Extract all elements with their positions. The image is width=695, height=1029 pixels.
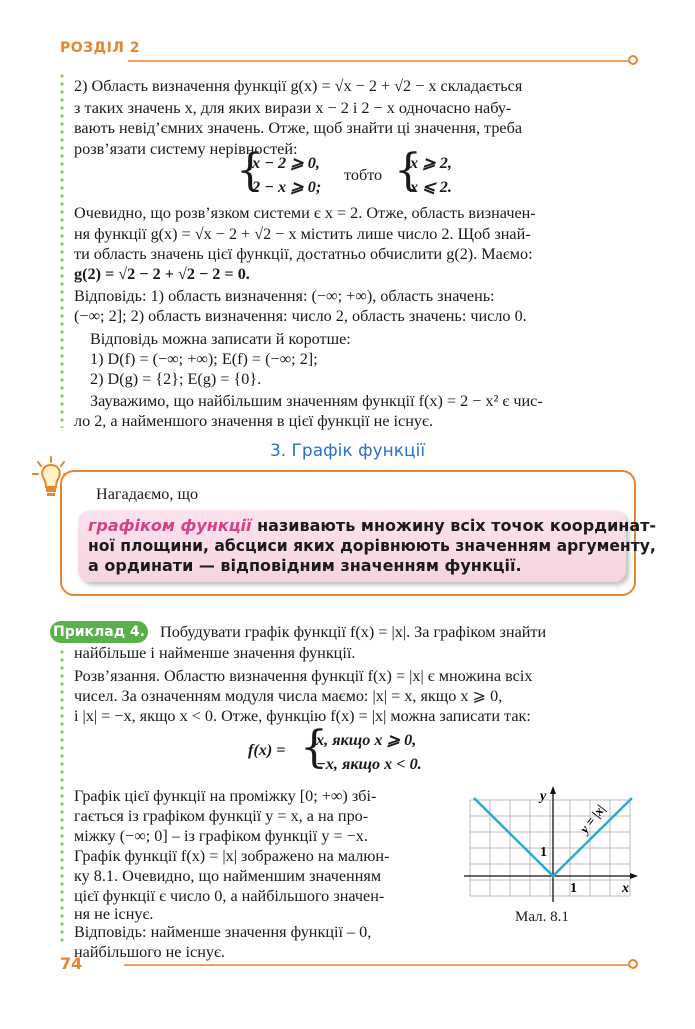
- figure-caption: Мал. 8.1: [515, 909, 569, 925]
- x-axis-label: x: [622, 881, 629, 896]
- section-title: 3. Графік функції: [269, 441, 426, 461]
- absolute-value-graph: [460, 784, 640, 904]
- graph-text-line: цієї функції є число 0, а найбільшого значен-: [74, 887, 385, 905]
- text-line: розв’язати систему нерівностей:: [74, 140, 298, 158]
- footer-rule-end-icon: [628, 959, 638, 969]
- system-right-bottom: x ⩽ 2.: [410, 178, 452, 196]
- text-line: 2) Область визначення функції g(x) = √x − 2 + √2 − x складається: [74, 77, 523, 95]
- text-line: ня функції g(x) = √x − 2 + √2 − x містить лише число 2. Щоб знай-: [74, 225, 531, 243]
- piecewise-top: x, якщо x ⩾ 0,: [316, 731, 417, 749]
- brace-icon: {: [300, 722, 328, 773]
- task-line: найбільше і найменше значення функції.: [74, 644, 356, 662]
- system-left-bottom: 2 − x ⩾ 0;: [252, 178, 322, 196]
- footer-rule: [124, 964, 632, 966]
- page-number: 74: [60, 954, 83, 973]
- text-line: g(2) = √2 − 2 + √2 − 2 = 0.: [74, 265, 250, 283]
- solution-line: чисел. За означенням модуля числа маємо: |x| = x, якщо x ⩾ 0,: [74, 687, 503, 705]
- text-line: Очевидно, що розв’язком системи є x = 2. Отже, область визначен-: [74, 204, 536, 222]
- text-line: Відповідь можна записати й коротше:: [90, 330, 351, 348]
- brace-icon: {: [394, 145, 422, 196]
- definition-line: називають множину всіх точок координат-: [257, 516, 657, 535]
- answer-line: Відповідь: найменше значення функції – 0,: [74, 923, 372, 941]
- solution-line: і |x| = −x, якщо x < 0. Отже, функцію f(x) = |x| можна записати так:: [74, 707, 531, 725]
- inequality-system: [236, 145, 636, 200]
- text-line: вають невід’ємних значень. Отже, щоб знайти ці значення, треба: [74, 119, 523, 137]
- reminder-intro: Нагадаємо, що: [96, 485, 199, 503]
- task-line: Побудувати графік функції f(x) = |x|. За графіком знайти: [160, 623, 547, 641]
- system-left-top: x − 2 ⩾ 0,: [252, 154, 320, 172]
- margin-dots: [60, 648, 64, 944]
- definition-term: графіком функції: [88, 516, 252, 535]
- y-tick-label: 1: [540, 845, 547, 860]
- graph-text-line: міжку (−∞; 0] – із графіком функції y = −x.: [74, 827, 368, 845]
- x-tick-label: 1: [570, 881, 577, 896]
- header-rule-end-icon: [628, 55, 638, 65]
- graph-text-line: гається із графіком функції y = x, а на про-: [74, 807, 369, 825]
- piecewise-definition: [248, 722, 508, 777]
- y-axis-label: y: [540, 789, 547, 804]
- graph-text-line: ня не існує.: [74, 905, 154, 923]
- text-line: 1) D(f) = (−∞; +∞); E(f) = (−∞; 2];: [90, 350, 318, 368]
- graph-text-line: Графік цієї функції на проміжку [0; +∞) збі-: [74, 787, 377, 805]
- brace-icon: {: [236, 145, 264, 196]
- definition-line: ної площини, абсциси яких дорівнюють значенням аргументу,: [88, 537, 656, 555]
- system-right-top: x ⩾ 2,: [410, 154, 452, 172]
- margin-dots: [60, 72, 64, 428]
- example-badge: Приклад 4.: [50, 621, 148, 643]
- solution-line: Розв’язання. Областю визначення функції f(x) = |x| є множина всіх: [74, 667, 533, 685]
- system-connector: тобто: [344, 166, 383, 184]
- section-label: РОЗДІЛ 2: [60, 40, 141, 56]
- text-line: ти область значень цієї функції, достатньо обчислити g(2). Маємо:: [74, 245, 533, 263]
- piecewise-lhs: f(x) =: [248, 741, 286, 759]
- text-line: ло 2, а найменшого значення в цієї функції не існує.: [74, 412, 433, 430]
- header-rule: [128, 60, 630, 62]
- graph-text-line: ку 8.1. Очевидно, що найменшим значенням: [74, 867, 382, 885]
- text-line: з таких значень x, для яких вирази x − 2 і 2 − x одночасно набу-: [74, 99, 512, 117]
- text-line: Зауважимо, що найбільшим значенням функції f(x) = 2 − x² є чис-: [90, 392, 543, 410]
- definition-line: а ординати — відповідним значенням функції.: [88, 556, 522, 575]
- answer-line: найбільшого не існує.: [74, 943, 225, 961]
- definition-text: [88, 516, 657, 576]
- piecewise-bottom: −x, якщо x < 0.: [316, 755, 422, 773]
- answer-line: Відповідь: 1) область визначення: (−∞; +∞), область значень:: [74, 287, 495, 305]
- graph-label: y = |x|: [576, 801, 609, 836]
- answer-line: (−∞; 2]; 2) область визначення: число 2, область значень: число 0.: [74, 307, 527, 325]
- text-line: 2) D(g) = {2}; E(g) = {0}.: [90, 370, 262, 388]
- graph-text-line: Графік функції f(x) = |x| зображено на малюн-: [74, 847, 390, 865]
